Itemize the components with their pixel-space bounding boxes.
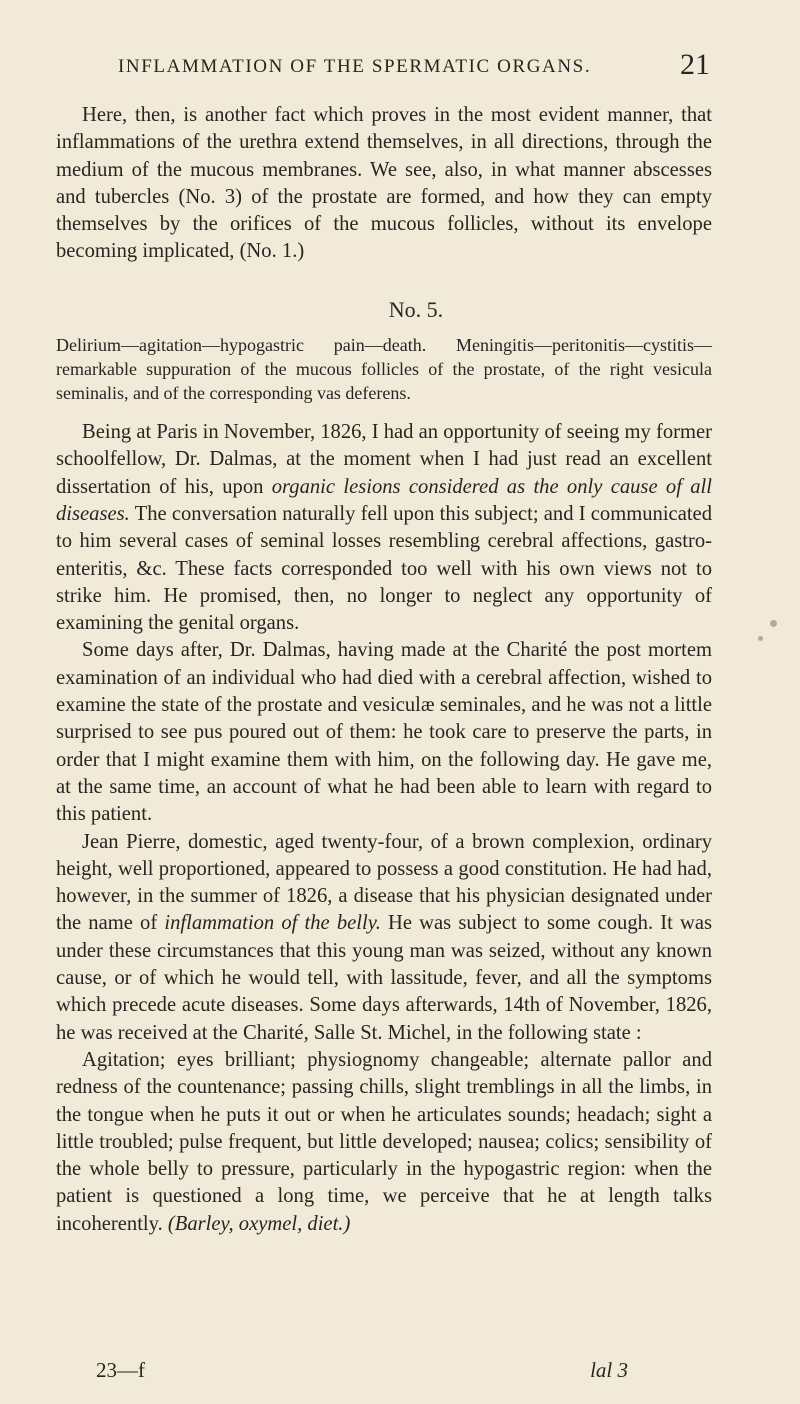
text-run: He was subject to some cough. It was under these circumstances that this young man was seized, without any known cause, or of which he would tell, with lassitude, fever, and all the symptoms which precede acute diseases. Some days afterwards, 14th of November, 1826, he was received at the Charité, Salle St. Michel, in the following state : (56, 912, 712, 1044)
case-heading: No. 5. (388, 296, 444, 322)
text-run: The conversation naturally fell upon this subject; and I communicated to him several cases of seminal losses resembling cerebral affections, gastro-enteritis, &c. These facts corresponded too well with his own views not to strike him. He promised, then, no longer to neglect any opportunity of examining the genital organs. (56, 502, 712, 635)
paragraph-patient-history (56, 829, 712, 1047)
running-header (118, 48, 710, 81)
paragraph-post-mortem: Some days after, Dr. Dalmas, having made at the Charité the post mortem examination of an individual who had died with a cerebral affection, wished to examine the state of the prostate and vesiculæ seminales, and he was not a little surprised to see pus poured out of them: he took care to preserve the parts, in order that I might examine them with him, on the following day. He gave me, at the same time, an account of what he had been able to learn with regard to this patient. (56, 639, 712, 826)
running-title: INFLAMMATION OF THE SPERMATIC ORGANS. (118, 56, 592, 77)
italic-title: organic lesions considered as the only cause of all diseases. (56, 475, 712, 525)
body-text (56, 102, 712, 1238)
text-run: Agitation; eyes brilliant; physiognomy changeable; alternate pallor and redness of the countenance; passing chills, slight tremblings in all the limbs, in the tongue when he puts it out or when he articulates sounds; headach; sight a little troubled; pulse frequent, but little developed; nausea; colics; sensibility of the whole belly to pressure, particularly in the hypogastric region: when the patient is questioned a long time, we perceive that he at length talks incoherently. (56, 1048, 712, 1235)
signature-mark-left: 23—f (96, 1358, 145, 1382)
italic-term: inflammation of the belly. (164, 912, 381, 935)
page-number: 21 (680, 48, 710, 81)
case-summary: Delirium—agitation—hypogastric pain—death. Meningitis—peritonitis—cystitis—remarkable suppuration of the mucous follicles of the prostate, of the right vesicula seminalis, and of the corresponding vas deferens. (56, 335, 712, 404)
paper-speck (758, 636, 763, 641)
intro-paragraph: Here, then, is another fact which proves in the most evident manner, that inflammations of the urethra extend themselves, in all directions, through the medium of the mucous membranes. We see, also, in what manner abscesses and tubercles (No. 3) of the prostate are formed, and how they can empty themselves by the orifices of the mucous follicles, without its envelope becoming implicated, (No. 1.) (56, 104, 712, 263)
paragraph-symptoms (56, 1047, 712, 1238)
paragraph-dalmas-visit (56, 419, 712, 637)
text-run: Jean Pierre, domestic, aged twenty-four, of a brown complexion, ordinary height, well proportioned, appeared to possess a good constitution. He had had, however, in the summer of 1826, a disease that his physician designated under the name of (56, 830, 712, 935)
text-run: Being at Paris in November, 1826, I had an opportunity of seeing my former schoolfellow, Dr. Dalmas, at the moment when I had just read an excellent dissertation of his, upon (56, 421, 713, 498)
italic-prescription: (Barley, oxymel, diet.) (167, 1212, 351, 1235)
paper-speck (770, 620, 777, 627)
signature-mark-right: lal 3 (590, 1358, 628, 1382)
